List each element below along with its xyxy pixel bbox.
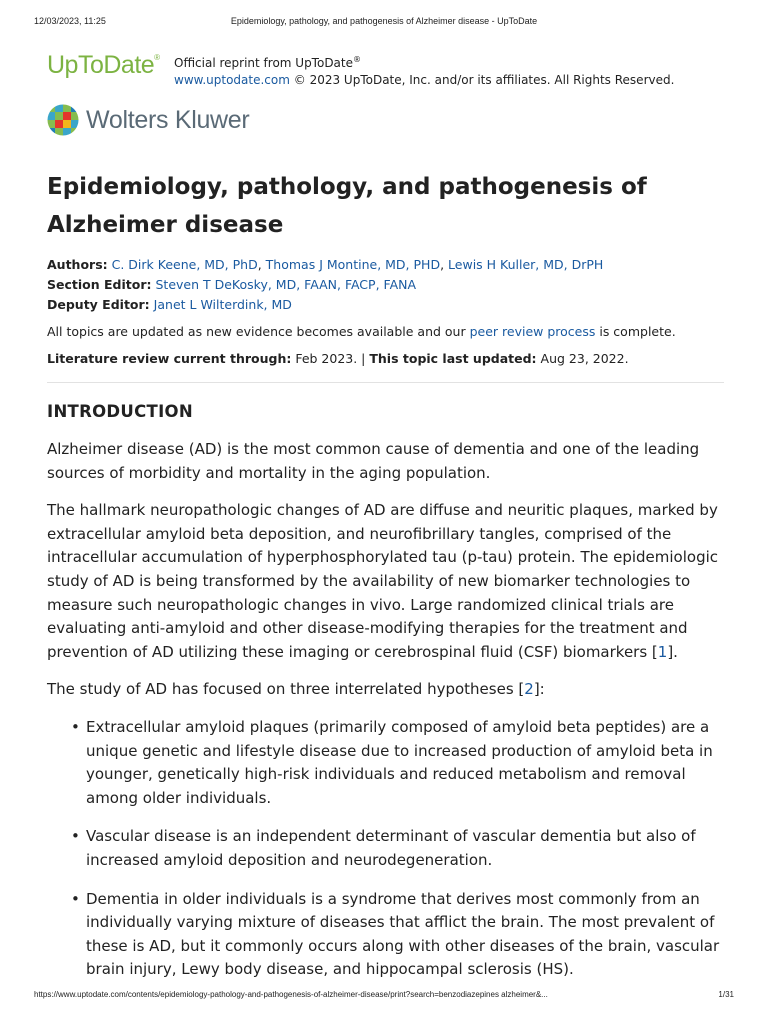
- registered-mark: ®: [353, 55, 361, 64]
- deputy-editor-row: [47, 295, 724, 315]
- list-item: • Dementia in older individuals is a syndrome that derives most commonly from an individually varying mixture of diseases that afflict the brain. The most prevalent of these is AD, but it commonly occurs along with other diseases of the brain, vascular brain injury, Lewy body disease, and hippocampal sclerosis (HS).: [86, 888, 724, 982]
- update-note: All topics are updated as new evidence becomes available and our peer review process is complete.: [47, 324, 676, 339]
- reference-link-2[interactable]: 2: [524, 680, 534, 699]
- author-link[interactable]: C. Dirk Keene, MD, PhD: [111, 257, 258, 272]
- intro-paragraph-2: The hallmark neuropathologic changes of AD are diffuse and neuritic plaques, marked by extracellular amyloid beta deposition, and neurofibrillary tangles, comprised of the intracellular accumulation of hyperphosphorylated tau (p-tau) protein. The epidemiologic study of AD is being transformed by the availability of new biomarker technologies to measure such neuropathologic changes in vivo. Large randomized clinical trials are evaluating anti-amyloid and other disease-modifying therapies for the treatment and prevention of AD utilizing these imaging or cerebrospinal fluid (CSF) biomarkers [1].: [47, 501, 719, 661]
- article-metadata: [47, 255, 724, 315]
- last-updated-label: This topic last updated:: [369, 351, 537, 366]
- deputy-editor-label: Deputy Editor:: [47, 297, 150, 312]
- section-editor-label: Section Editor:: [47, 277, 152, 292]
- intro-paragraph-1: Alzheimer disease (AD) is the most common cause of dementia and one of the leading sources of morbidity and mortality in the aging population.: [47, 440, 700, 482]
- lit-review-label: Literature review current through:: [47, 351, 292, 366]
- print-page-title: Epidemiology, pathology, and pathogenesis of Alzheimer disease - UpToDate: [230, 16, 538, 26]
- print-header: [34, 16, 734, 30]
- print-url: https://www.uptodate.com/contents/epidemiology-pathology-and-pathogenesis-of-alzheimer-disease/print?search=benzodiazepines alzheimer&...: [34, 990, 548, 999]
- review-dates: [47, 349, 724, 369]
- authors-row: Authors: C. Dirk Keene, MD, PhD, Thomas J Montine, MD, PHD, Lewis H Kuller, MD, DrPH: [47, 257, 604, 272]
- article-title: Epidemiology, pathology, and pathogenesis of Alzheimer disease: [47, 174, 647, 238]
- copyright-text: © 2023 UpToDate, Inc. and/or its affiliates. All Rights Reserved.: [289, 73, 675, 87]
- page-number: 1/31: [718, 990, 734, 999]
- uptodate-logo[interactable]: UpToDate®: [47, 51, 160, 79]
- authors-label: Authors:: [47, 257, 108, 272]
- brand-header: [47, 48, 727, 88]
- author-link[interactable]: Lewis H Kuller, MD, DrPH: [448, 257, 604, 272]
- lit-review-value: Feb 2023. |: [291, 351, 370, 366]
- print-timestamp: 12/03/2023, 11:25: [34, 16, 106, 26]
- wolters-kluwer-logo-icon: [47, 104, 79, 136]
- section-editor-row: [47, 275, 724, 295]
- article-content: [47, 168, 724, 997]
- reprint-notice: [174, 51, 674, 89]
- wolters-kluwer-logo-text: Wolters Kluwer: [86, 106, 250, 134]
- print-footer: [34, 990, 734, 1004]
- reference-link-1[interactable]: 1: [657, 642, 668, 661]
- uptodate-site-link[interactable]: www.uptodate.com: [174, 73, 290, 87]
- section-editor-link[interactable]: Steven T DeKosky, MD, FAAN, FACP, FANA: [155, 277, 417, 292]
- peer-review-link[interactable]: peer review process: [469, 324, 596, 339]
- section-heading-introduction: INTRODUCTION: [47, 402, 193, 421]
- last-updated-value: Aug 23, 2022.: [536, 351, 629, 366]
- reprint-line: Official reprint from UpToDate: [174, 56, 353, 70]
- hypotheses-list: [47, 716, 724, 982]
- intro-paragraph-3: The study of AD has focused on three interrelated hypotheses [2]:: [47, 680, 545, 699]
- list-item: • Extracellular amyloid plaques (primarily composed of amyloid beta peptides) are a unique genetic and lifestyle disease due to increased production of amyloid beta in younger, genetically high-risk individuals and reduced metabolism and removal among older individuals.: [86, 716, 724, 810]
- author-link[interactable]: Thomas J Montine, MD, PHD: [265, 257, 441, 272]
- divider: [47, 382, 724, 383]
- list-item: • Vascular disease is an independent determinant of vascular dementia but also of increased amyloid deposition and neurodegeneration.: [86, 825, 724, 872]
- deputy-editor-link[interactable]: Janet L Wilterdink, MD: [153, 297, 292, 312]
